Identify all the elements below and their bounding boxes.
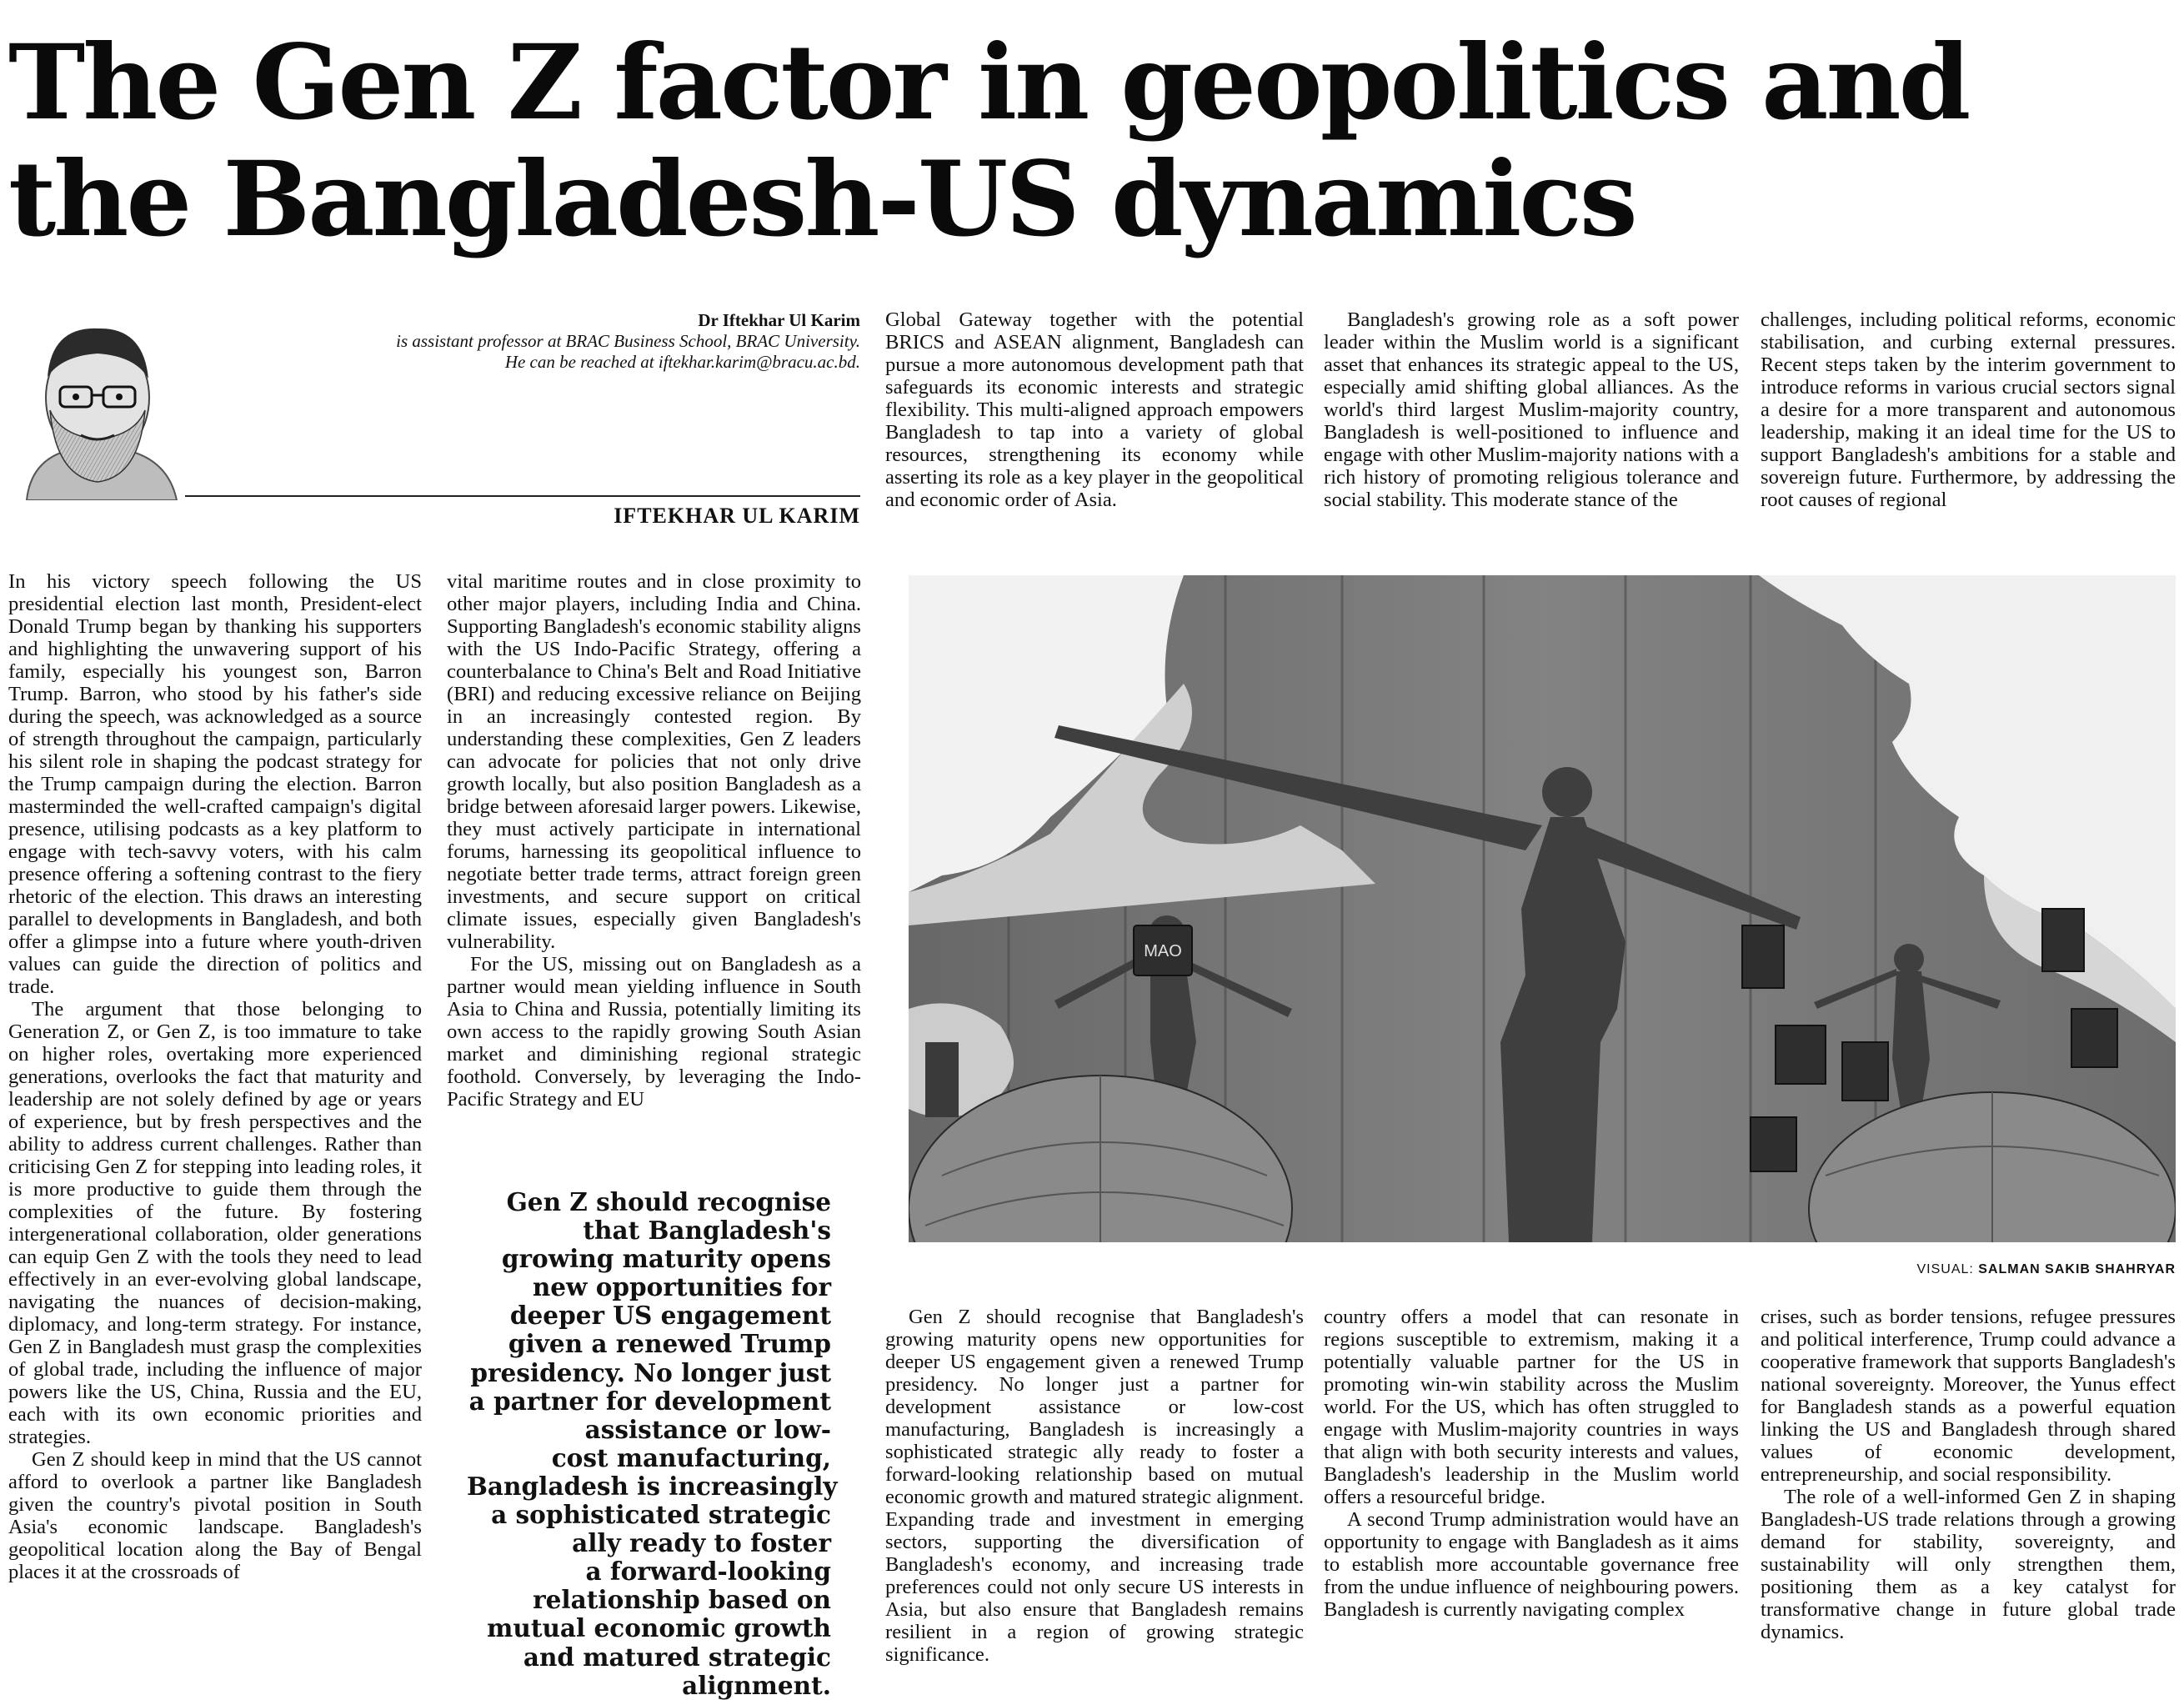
article-paragraph: The argument that those belonging to Generation Z, or Gen Z, is too immature to take on higher roles, overtaking more experienced generations, overlooks the fact that maturity and leadership are not solely defined by age or years of experience, but by fresh perspectives and the ability to address current challenges. Rather than criticising Gen Z for stepping into leading roles, it is more productive to guide them through the complexities of the future. By fostering intergenerational collaboration, older generations can equip Gen Z with the tools they need to lead effectively in an ever-evolving global landscape, navigating the nuances of decision-making, diplomacy, and long-term strategy. For instance, Gen Z in Bangladesh must grasp the complexities of global trade, including the influence of major powers like the US, China, Russia and the EU, each with its own economic priorities and strategies. [8,998,422,1448]
pull-quote-line: relationship based on [533,1585,831,1615]
article-paragraph: In his victory speech following the US presidential election last month, President-elect Donald Trump began by thanking his supporters and highlighting the unwavering support of his family, especially his youngest son, Barron Trump. Barron, who stood by his father's side during the speech, was acknowledged as a source of strength throughout the campaign, particularly his silent role in shaping the podcast strategy for the Trump campaign during the election. Barron masterminded the well-crafted campaign's digital presence, utilising podcasts as a key platform to engage with tech-savvy voters, with his calm presence offering a softening contrast to the fiery rhetoric of the election. This draws an interesting parallel to developments in Bangladesh, and both offer a glimpse into a future where youth-driven values can guide the direction of politics and trade. [8,570,422,998]
pull-quote-line: assistance or low- [584,1414,831,1444]
article-paragraph: country offers a model that can resonate in regions susceptible to extremism, making it a potentially valuable partner for the US in promoting win-win stability across the Muslim world. For the US, which has often struggled to engage with Muslim-majority countries in ways that align with both security interests and values, Bangladesh's leadership in the Muslim world offers a resourceful bridge. [1324,1306,1739,1508]
headline-line-2: the Bangladesh-US dynamics [8,139,1635,260]
article-paragraph: vital maritime routes and in close proximity to other major players, including India and China. Supporting Bangladesh's economic stability aligns with the US Indo-Pacific Strategy, offering a counterbalance to China's Belt and Road Initiative (BRI) and reducing excessive reliance on Beijing in an increasingly contested region. By understanding these complexities, Gen Z leaders can advocate for policies that not only drive growth locally, but also position Bangladesh as a bridge between aforesaid larger powers. Likewise, they must actively participate in international forums, harnessing its geopolitical influence to negotiate better trade terms, attract foreign green investments, and secure support on critical climate issues, especially given Bangladesh's vulnerability. [447,570,861,953]
visual-credit-name: SALMAN SAKIB SHAHRYAR [1978,1262,2176,1276]
headline [8,25,2167,258]
article-column-4-bottom [1324,1306,1739,1689]
article-paragraph: The role of a well-informed Gen Z in shaping Bangladesh-US trade relations through a growing demand for stability, sovereignty, and sustainability will only strengthen them, positioning them as a key catalyst for transformative change in future global trade dynamics. [1761,1486,2176,1643]
author-title-line-1: is assistant professor at BRAC Business School, BRAC University. [396,331,860,351]
byline-rule [185,495,860,497]
visual-credit [1751,1262,2176,1277]
article-paragraph: For the US, missing out on Bangladesh as a partner would mean yielding influence in South Asia to China and Russia, potentially limiting its own access to the rapidly growing South Asian market and diminishing regional strategic foothold. Conversely, by leveraging the Indo-Pacific Strategy and EU [447,953,861,1111]
author-title-line-2: He can be reached at iftekhar.karim@bracu.ac.bd. [504,352,860,372]
headline-line-1: The Gen Z factor in geopolitics and [8,23,1969,143]
pull-quote [467,1187,838,1700]
editorial-illustration [909,575,2176,1242]
pull-quote-line: that Bangladesh's [583,1216,831,1246]
pull-quote-line: Gen Z should recognise [506,1187,831,1216]
byline: IFTEKHAR UL KARIM [614,504,860,528]
article-column-4-top [1324,308,1739,550]
article-column-5-bottom [1761,1306,2176,1689]
article-paragraph: challenges, including political reforms, economic stabilisation, and curbing external pressures. Recent steps taken by the interim government to introduce reforms in various crucial sectors signal a desire for a more transparent and autonomous leadership, making it an ideal time for the US to support Bangladesh's ambitions for a stable and sovereign future. Furthermore, by addressing the root causes of regional [1761,308,2176,511]
pull-quote-line: deeper US engagement [509,1301,831,1331]
article-paragraph: Gen Z should recognise that Bangladesh's growing maturity opens new opportunities for deeper US engagement given a renewed Trump presidency. No longer just a partner for development assistance or low-cost manufacturing, Bangladesh is increasingly a sophisticated strategic ally ready to foster a forward-looking relationship based on mutual economic growth and matured strategic alignment. Expanding trade and investment in emerging sectors, supporting the diversification of Bangladesh's economy, and increasing trade preferences could not only secure US interests in Asia, but also ensure that Bangladesh remains resilient in a region of growing strategic significance. [885,1306,1304,1666]
pull-quote-line: a partner for development [468,1386,831,1416]
article-column-1 [8,570,422,1687]
pull-quote-line: presidency. No longer just [470,1357,831,1387]
article-paragraph: Bangladesh's growing role as a soft power leader within the Muslim world is a significant asset that enhances its strategic appeal to the US, especially amid shifting global alliances. As the world's third largest Muslim-majority country, Bangladesh is well-positioned to influence and engage with other Muslim-majority nations with a rich history of promoting religious tolerance and social stability. This moderate stance of the [1324,308,1739,511]
pull-quote-line: alignment. [682,1670,831,1700]
article-paragraph: A second Trump administration would have an opportunity to engage with Bangladesh as it aims to establish more accountable governance free from the undue influence of neighbouring powers. Bangladesh is currently navigating complex [1324,1508,1739,1621]
pull-quote-line: growing maturity opens [501,1244,831,1274]
article-paragraph: Global Gateway together with the potential BRICS and ASEAN alignment, Bangladesh can pursue a more autonomous development path that safeguards its economic interests and strategic flexibility. This multi-aligned approach empowers Bangladesh to tap into a variety of global resources, strengthening its economy while asserting its role as a key player in the geopolitical and economic order of Asia. [885,308,1304,511]
article-column-5-top [1761,308,2176,550]
article-column-3-top [885,308,1304,550]
pull-quote-line: cost manufacturing, [551,1442,831,1472]
author-portrait [10,310,185,500]
pull-quote-line: Bangladesh is increasingly [467,1471,838,1501]
pull-quote-line: ally ready to foster [572,1528,831,1558]
pull-quote-line: and matured strategic [523,1642,831,1672]
pull-quote-line: mutual economic growth [487,1613,831,1643]
author-credit [200,310,860,373]
illustration-sign-text: MAO [1144,942,1182,960]
pull-quote-line: new opportunities for [532,1272,831,1302]
pull-quote-line: given a renewed Trump [508,1329,831,1359]
pull-quote-line: a sophisticated strategic [491,1500,831,1530]
article-paragraph: Gen Z should keep in mind that the US cannot afford to overlook a partner like Bangladesh given the country's pivotal position in South Asia's economic landscape. Bangladesh's geopolitical location along the Bay of Bengal places it at the crossroads of [8,1448,422,1583]
article-column-3-bottom [885,1306,1304,1689]
visual-credit-label: VISUAL: [1916,1262,1979,1276]
article-column-2 [447,570,861,1154]
author-name: Dr Iftekhar Ul Karim [698,310,860,330]
article-paragraph: crises, such as border tensions, refugee pressures and political interference, Trump could advance a cooperative framework that supports Bangladesh's national sovereignty. Moreover, the Yunus effect for Bangladesh stands as a powerful equation linking the US and Bangladesh through shared values of economic development, entrepreneurship, and social responsibility. [1761,1306,2176,1486]
pull-quote-line: a forward-looking [585,1557,831,1587]
